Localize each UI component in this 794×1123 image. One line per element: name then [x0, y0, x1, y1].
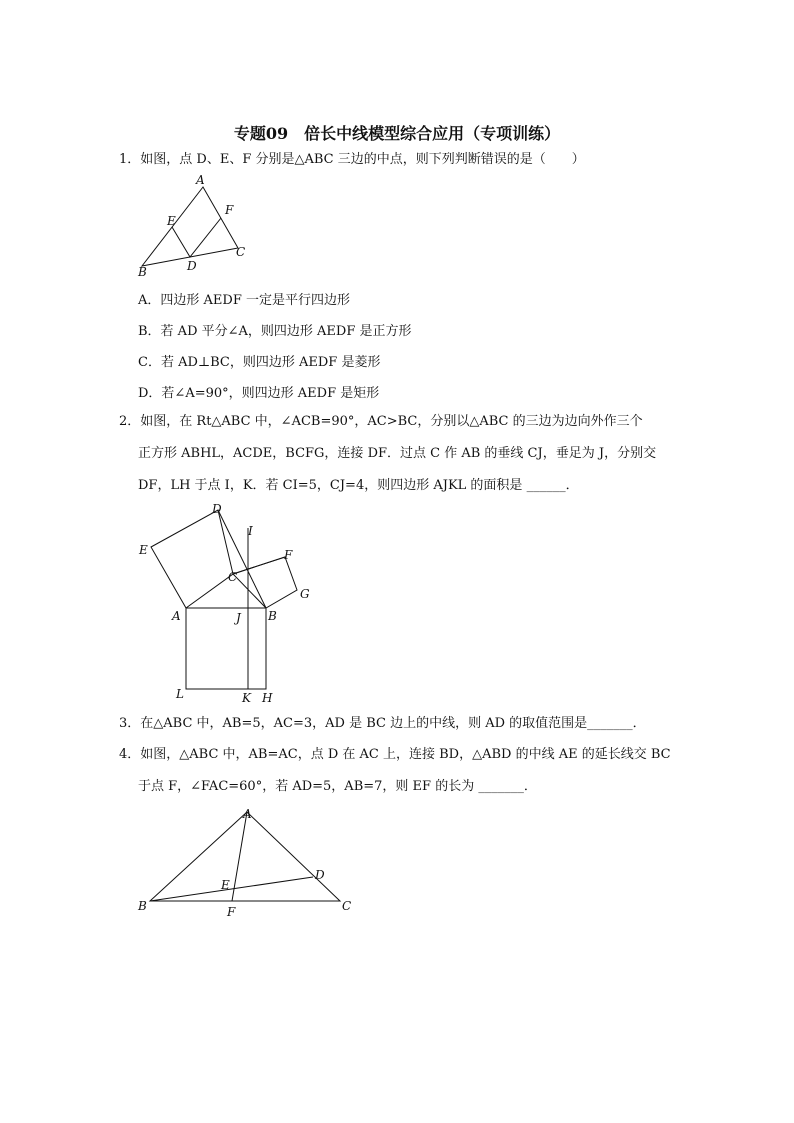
label-e: E [139, 543, 148, 557]
label-a: A [196, 173, 205, 187]
label-j: J [236, 611, 241, 625]
label-f: F [284, 548, 293, 562]
question-4-line-1: 4．如图，△ABC 中，AB=AC，点 D 在 AC 上，连接 BD，△ABD 的中线 AE 的延长线交 BC [119, 747, 671, 762]
label-d: D [187, 259, 197, 273]
question-2-line-3: DF，LH 于点 I，K．若 CI=5，CJ=4，则四边形 AJKL 的面积是 ______． [138, 478, 579, 493]
label-d: D [315, 868, 325, 882]
label-g: G [300, 587, 310, 601]
label-a: A [243, 807, 252, 821]
label-e: E [167, 214, 176, 228]
question-2-line-2: 正方形 ABHL，ACDE，BCFG，连接 DF．过点 C 作 AB 的垂线 CJ，垂足为 J，分别交 [138, 446, 657, 461]
label-c: C [236, 245, 246, 259]
q1-option-b: B．若 AD 平分∠A，则四边形 AEDF 是正方形 [138, 324, 412, 339]
question-1-text: 1．如图，点 D、E、F 分别是△ABC 三边的中点，则下列判断错误的是（ ） [119, 152, 585, 167]
label-b: B [268, 609, 277, 623]
q1-option-d: D．若∠A=90°，则四边形 AEDF 是矩形 [138, 386, 380, 401]
q2-squares-figure [130, 495, 330, 710]
square-abhl [186, 608, 266, 689]
label-a: A [172, 609, 181, 623]
q4-triangle-figure [130, 800, 370, 925]
label-c: C [342, 899, 352, 913]
label-b: B [138, 899, 147, 913]
label-b: B [138, 265, 147, 279]
segment-cf [233, 557, 285, 574]
label-f: F [225, 203, 234, 217]
label-c: C [228, 570, 238, 584]
square-acde [151, 510, 233, 608]
triangle-abc [142, 187, 238, 266]
question-3-text: 3．在△ABC 中，AB=5，AC=3，AD 是 BC 边上的中线，则 AD 的取值范围是_______． [119, 716, 646, 731]
q1-triangle-figure [130, 170, 260, 280]
q1-option-a: A．四边形 AEDF 一定是平行四边形 [138, 293, 350, 308]
question-4-line-2: 于点 F，∠FAC=60°，若 AD=5，AB=7，则 EF 的长为 _______． [138, 779, 537, 794]
question-2-line-1: 2．如图，在 Rt△ABC 中，∠ACB=90°，AC>BC，分别以△ABC 的三边为边向外作三个 [119, 414, 643, 429]
label-e: E [221, 878, 230, 892]
label-l: L [176, 687, 184, 701]
square-bcfg [233, 557, 297, 608]
label-d: D [212, 502, 222, 516]
segment-df [218, 510, 266, 608]
page-title: 专题09 倍长中线模型综合应用（专项训练） [233, 124, 561, 143]
parallelogram-inner [172, 218, 221, 257]
segment-bd [150, 877, 313, 901]
q1-option-c: C．若 AD⊥BC，则四边形 AEDF 是菱形 [138, 355, 381, 370]
label-k: K [242, 691, 251, 705]
label-h: H [262, 691, 273, 705]
label-f: F [227, 905, 236, 919]
label-i: I [248, 524, 253, 538]
